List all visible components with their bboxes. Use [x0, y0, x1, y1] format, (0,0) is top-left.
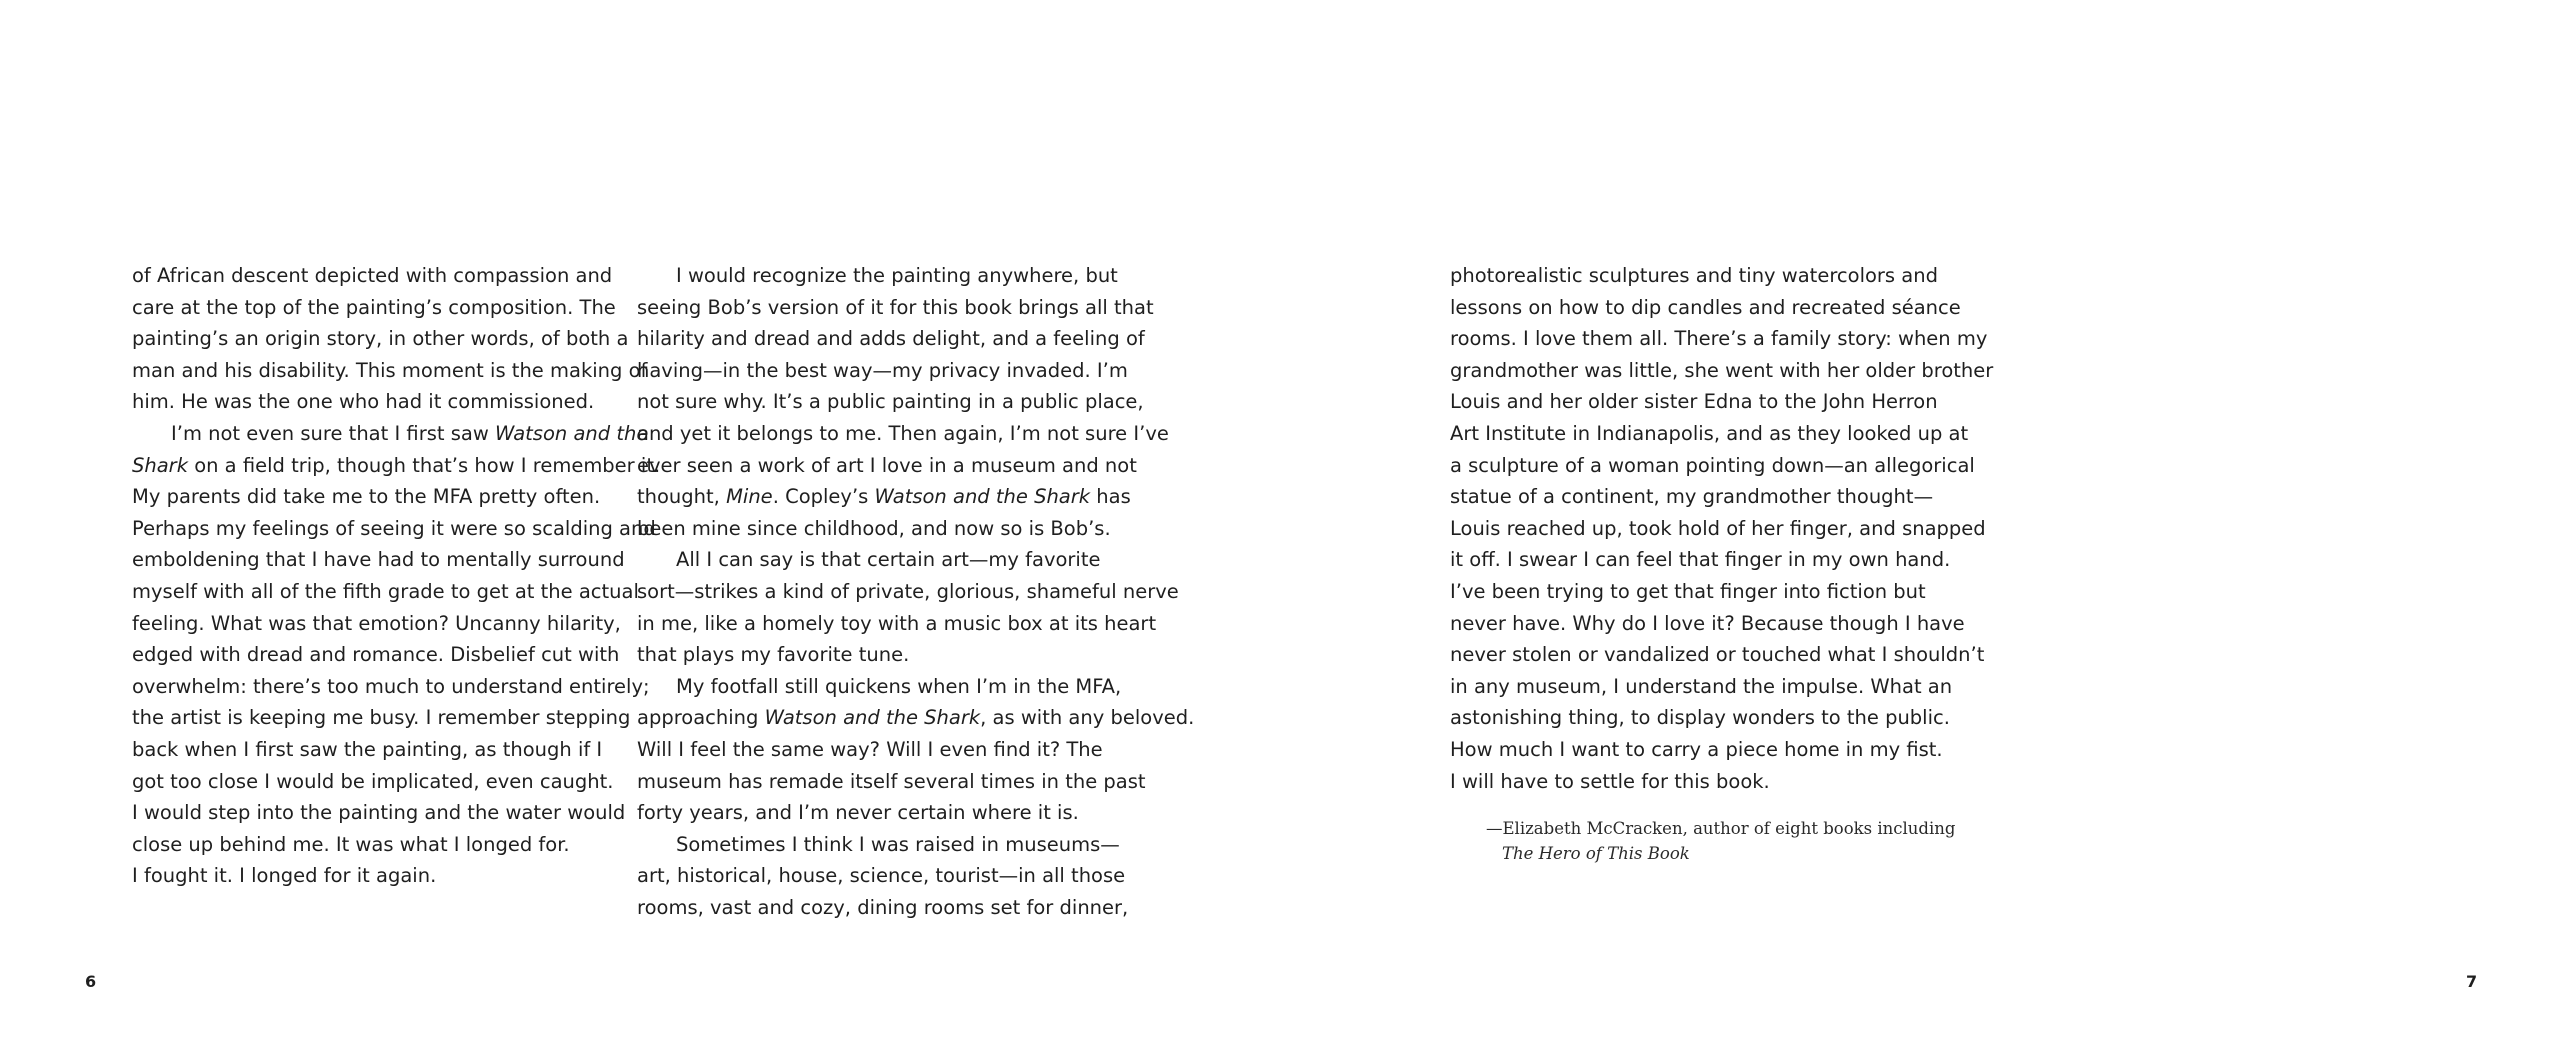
text-line: care at the top of the painting’s composition. The — [132, 295, 616, 319]
text-line: in me, like a homely toy with a music box at its heart — [637, 611, 1157, 635]
text-line: grandmother was little, she went with her older brother — [1450, 358, 1994, 382]
text-line: lessons on how to dip candles and recreated séance — [1450, 295, 1961, 319]
text-line: Sometimes I think I was raised in museums— — [676, 832, 1120, 856]
text-line: hilarity and dread and adds delight, and a feeling of — [637, 327, 1145, 351]
text-line: seeing Bob’s version of it for this book brings all that — [637, 295, 1154, 319]
text-line: that plays my favorite tune. — [637, 643, 910, 667]
text-line: I would step into the painting and the water would — [132, 801, 626, 825]
text-line: All I can say is that certain art—my favorite — [676, 548, 1101, 572]
text-line: painting’s an origin story, in other words, of both a — [132, 327, 629, 351]
text-line: sort—strikes a kind of private, glorious, shameful nerve — [637, 579, 1179, 603]
text-line: emboldening that I have had to mentally surround — [132, 548, 625, 572]
text-line: Louis and her older sister Edna to the John Herron — [1450, 390, 1938, 414]
text-line: feeling. What was that emotion? Uncanny hilarity, — [132, 611, 621, 635]
text-line: the artist is keeping me busy. I remember stepping — [132, 706, 631, 730]
text-line: I’ve been trying to get that finger into fiction but — [1450, 579, 1926, 603]
text-line: approaching Watson and the Shark, as with any beloved. — [637, 706, 1195, 730]
attribution — [1486, 816, 1955, 866]
text-line: rooms, vast and cozy, dining rooms set for dinner, — [637, 895, 1129, 919]
right-page-column — [1450, 260, 1994, 797]
text-line: never have. Why do I love it? Because though I have — [1450, 611, 1965, 635]
text-line: not sure why. It’s a public painting in a public place, — [637, 390, 1144, 414]
text-line: I would recognize the painting anywhere, but — [676, 264, 1118, 287]
text-line: edged with dread and romance. Disbelief cut with — [132, 643, 620, 667]
text-line: myself with all of the fifth grade to get at the actual — [132, 579, 639, 603]
text-line: Louis reached up, took hold of her finger, and snapped — [1450, 516, 1986, 540]
left-page-column-2 — [637, 260, 1195, 923]
text-line: of African descent depicted with compassion and — [132, 264, 613, 287]
painting-title: Watson and the Shark — [764, 706, 981, 730]
text-line: My parents did take me to the MFA pretty often. — [132, 485, 601, 509]
text-line: a sculpture of a woman pointing down—an allegorical — [1450, 453, 1975, 477]
painting-title: Watson and the Shark — [874, 485, 1091, 509]
text-line: My footfall still quickens when I’m in the MFA, — [676, 674, 1122, 698]
text-line: astonishing thing, to display wonders to the public. — [1450, 706, 1950, 730]
text-line: museum has remade itself several times in the past — [637, 769, 1146, 793]
text-line: man and his disability. This moment is the making of — [132, 358, 648, 382]
text-line: I will have to settle for this book. — [1450, 769, 1770, 793]
page-number-left: 6 — [85, 972, 97, 991]
painting-title: Shark — [132, 453, 188, 477]
painting-title: Watson and the — [494, 421, 649, 445]
text-line: photorealistic sculptures and tiny watercolors and — [1450, 264, 1938, 287]
text-line: and yet it belongs to me. Then again, I’m not sure I’ve — [637, 421, 1169, 445]
text-line: been mine since childhood, and now so is Bob’s. — [637, 516, 1111, 540]
text-line: statue of a continent, my grandmother thought— — [1450, 485, 1934, 509]
attribution-book-title: The Hero of This Book — [1502, 844, 1690, 863]
text-line: close up behind me. It was what I longed for. — [132, 832, 570, 856]
text-line: art, historical, house, science, tourist—in all those — [637, 864, 1126, 888]
text-line: in any museum, I understand the impulse. What an — [1450, 674, 1953, 698]
text-line: overwhelm: there’s too much to understand entirely; — [132, 674, 650, 698]
text-line: Will I feel the same way? Will I even find it? The — [637, 737, 1103, 761]
text-line: Art Institute in Indianapolis, and as they looked up at — [1450, 421, 1969, 445]
page-number-right: 7 — [2466, 972, 2478, 991]
text-line: never stolen or vandalized or touched what I shouldn’t — [1450, 643, 1985, 667]
text-line: I’m not even sure that I first saw Watson and the — [171, 421, 649, 445]
text-line: him. He was the one who had it commissioned. — [132, 390, 595, 414]
emphasis: Mine — [726, 485, 773, 509]
text-line: rooms. I love them all. There’s a family story: when my — [1450, 327, 1988, 351]
text-line: ever seen a work of art I love in a museum and not — [637, 453, 1137, 477]
text-line: back when I first saw the painting, as though if I — [132, 737, 603, 761]
text-line: thought, Mine. Copley’s Watson and the Shark has — [637, 485, 1131, 509]
attribution-author: —Elizabeth McCracken, author of eight books including — [1486, 819, 1956, 838]
text-line: How much I want to carry a piece home in my fist. — [1450, 737, 1943, 761]
left-page-column-1 — [132, 260, 661, 892]
text-line: got too close I would be implicated, even caught. — [132, 769, 614, 793]
text-line: it off. I swear I can feel that finger in my own hand. — [1450, 548, 1951, 572]
text-line: Perhaps my feelings of seeing it were so scalding and — [132, 516, 656, 540]
text-line: having—in the best way—my privacy invaded. I’m — [637, 358, 1128, 382]
text-line: Shark on a field trip, though that’s how I remember it. — [132, 453, 661, 477]
text-line: I fought it. I longed for it again. — [132, 864, 437, 888]
text-line: forty years, and I’m never certain where it is. — [637, 801, 1079, 825]
